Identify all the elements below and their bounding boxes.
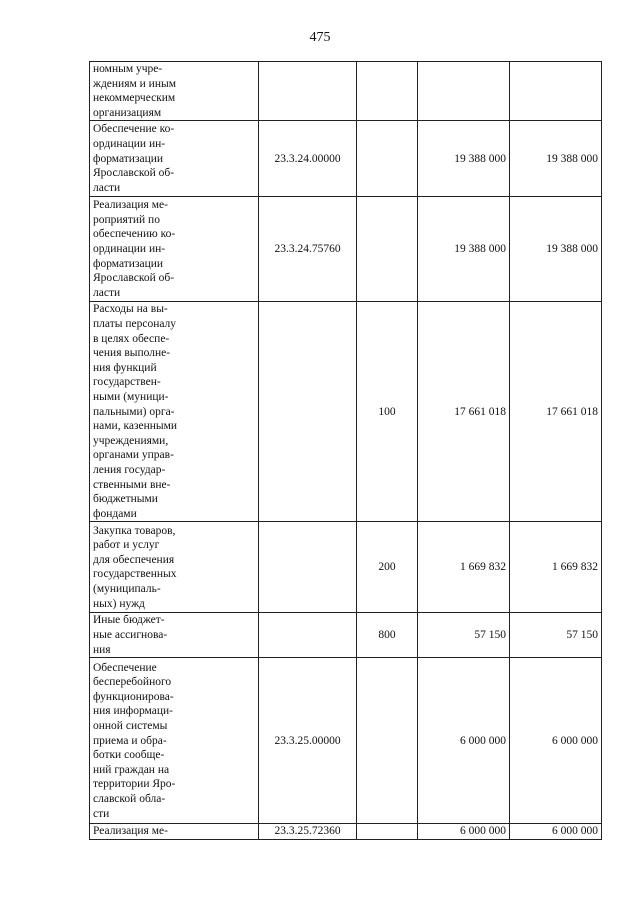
expense-type-cell: 200 — [357, 522, 418, 613]
amount-cell-2: 19 388 000 — [510, 121, 602, 197]
amount-cell-2: 1 669 832 — [510, 522, 602, 613]
row-name-cell: Иные бюджет- ные ассигнова- ния — [90, 613, 259, 658]
table-row — [90, 824, 602, 840]
expense-type-cell — [357, 658, 418, 824]
target-code-cell: 23.3.25.72360 — [259, 824, 357, 840]
expense-type-cell — [357, 121, 418, 197]
row-name-cell: номным учре- ждениям и иным некоммерческим организациям — [90, 62, 259, 121]
row-name-cell: Обеспечение бесперебойного функционирова- ния информаци- онной системы приема и обра- ботки сообще- ний граждан на территории Яро- славской обла- сти — [90, 658, 259, 824]
table-row — [90, 658, 602, 824]
row-name-cell: Реализация ме- роприятий по обеспечению ко- ординации ин- форматизации Ярославской об- ласти — [90, 197, 259, 302]
amount-cell-1: 57 150 — [418, 613, 510, 658]
amount-cell-2: 19 388 000 — [510, 197, 602, 302]
table-row — [90, 302, 602, 522]
table-row — [90, 121, 602, 197]
amount-cell-1: 6 000 000 — [418, 658, 510, 824]
row-name-cell: Расходы на вы- платы персоналу в целях обеспе- чения выполне- ния функций государствен- ными (муници- пальными) орга- нами, казенными учреждениями, органами управ- ления государ- ственными вне- бюджетными фондами — [90, 302, 259, 522]
page-number: 475 — [309, 30, 331, 45]
row-name-cell: Обеспечение ко- ординации ин- форматизации Ярославской об- ласти — [90, 121, 259, 197]
row-name-cell: Реализация ме- — [90, 824, 259, 840]
amount-cell-1 — [418, 62, 510, 121]
amount-cell-1: 19 388 000 — [418, 121, 510, 197]
target-code-cell — [259, 522, 357, 613]
budget-table — [89, 61, 602, 840]
target-code-cell — [259, 302, 357, 522]
amount-cell-2: 6 000 000 — [510, 658, 602, 824]
expense-type-cell — [357, 824, 418, 840]
row-name-cell: Закупка товаров, работ и услуг для обеспечения государственных (муниципаль- ных) нужд — [90, 522, 259, 613]
target-code-cell: 23.3.24.75760 — [259, 197, 357, 302]
amount-cell-2: 17 661 018 — [510, 302, 602, 522]
amount-cell-1: 1 669 832 — [418, 522, 510, 613]
expense-type-cell — [357, 197, 418, 302]
amount-cell-1: 19 388 000 — [418, 197, 510, 302]
table-row — [90, 613, 602, 658]
expense-type-cell: 800 — [357, 613, 418, 658]
amount-cell-2: 6 000 000 — [510, 824, 602, 840]
target-code-cell — [259, 62, 357, 121]
expense-type-cell — [357, 62, 418, 121]
table-row — [90, 197, 602, 302]
table-row — [90, 522, 602, 613]
expense-type-cell: 100 — [357, 302, 418, 522]
target-code-cell: 23.3.24.00000 — [259, 121, 357, 197]
amount-cell-2: 57 150 — [510, 613, 602, 658]
table-row — [90, 62, 602, 121]
target-code-cell — [259, 613, 357, 658]
amount-cell-1: 6 000 000 — [418, 824, 510, 840]
target-code-cell: 23.3.25.00000 — [259, 658, 357, 824]
amount-cell-1: 17 661 018 — [418, 302, 510, 522]
amount-cell-2 — [510, 62, 602, 121]
